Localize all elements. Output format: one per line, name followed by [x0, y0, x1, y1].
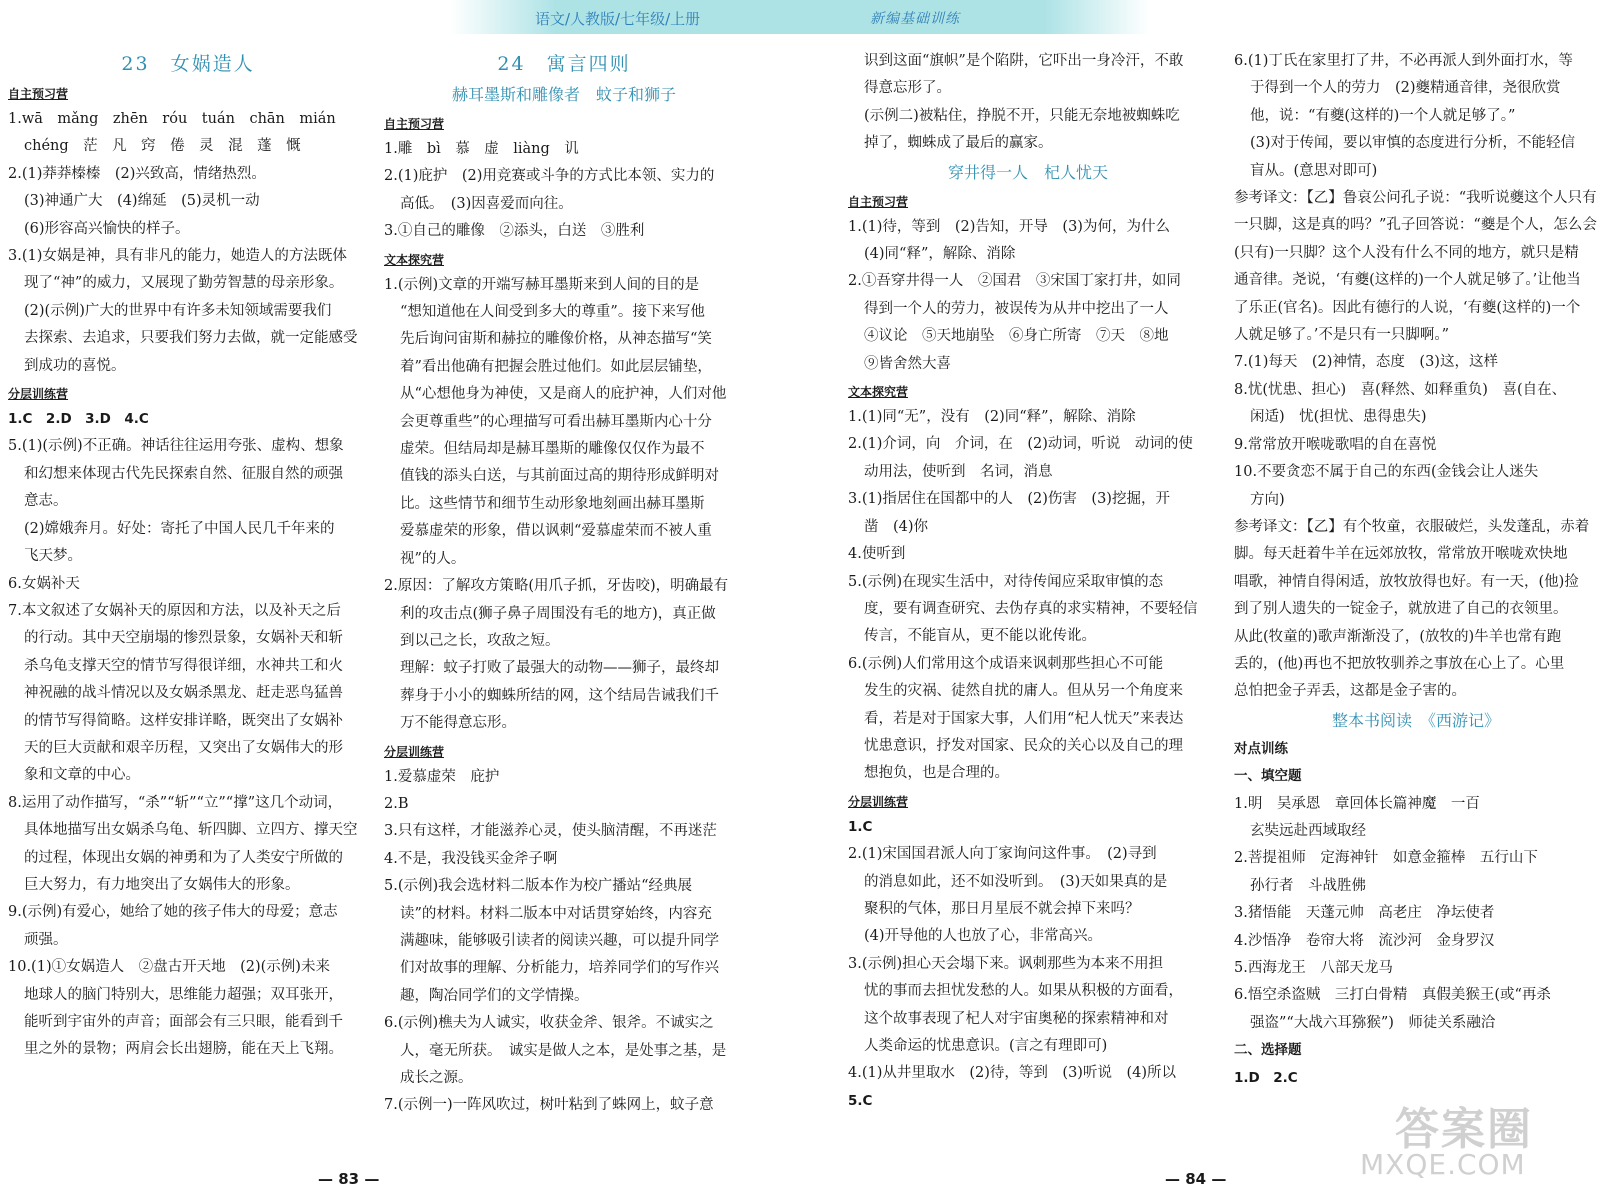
answer-line: 动用法，使听到 名词，消息	[864, 463, 1053, 480]
answer-line: 利的攻击点(狮子鼻子周围没有毛的地方)，真正做	[400, 605, 716, 622]
answer-line: 到成功的喜悦。	[24, 357, 126, 374]
section-heading: 一、填空题	[1234, 768, 1302, 785]
answer-line: 6.女娲补天	[8, 575, 80, 592]
answer-line: 具体地描写出女娲杀乌龟、斩四脚、立四方、撑天空	[24, 822, 358, 839]
answer-line: 趣，陶冶同学们的文学情操。	[400, 987, 589, 1004]
answer-line: 1.(1)待，等到 (2)告知，开导 (3)为何，为什么	[848, 218, 1170, 235]
page-number-right: — 84 —	[1165, 1170, 1227, 1188]
lesson-subtitle: 穿井得一人 杞人忧天	[947, 162, 1108, 182]
answer-line: 值钱的添头白送，与其前面过高的期待形成鲜明对	[400, 468, 719, 485]
answer-line: 着”看出他确有把握会胜过他们。如此层层铺垫，	[400, 358, 712, 375]
answer-line: 6.(示例)樵夫为人诚实，收获金斧、银斧。不诚实之	[384, 1015, 714, 1032]
answer-line: 4.(1)从井里取水 (2)待，等到 (3)听说 (4)所以	[848, 1065, 1176, 1082]
answer-line: 的情节写得简略。这样安排详略，既突出了女娲补	[24, 712, 343, 729]
answer-line: 到以己之长，攻敌之短。	[400, 632, 560, 649]
answer-line: (4)同“释”，解除、消除	[864, 246, 1016, 263]
answer-line: 想抱负，也是合理的。	[864, 765, 1009, 782]
answer-line: 8.忧(忧患、担心) 喜(释然、如释重负) 喜(自在、	[1234, 381, 1567, 398]
answer-line: 6.(示例)人们常用这个成语来讽刺那些担心不可能	[848, 655, 1164, 672]
answer-line: 得意忘形了。	[864, 80, 951, 97]
answer-line: 聚积的气体，那日月星辰不就会掉下来吗？	[864, 900, 1140, 917]
answer-line: (只有)一只脚？这个人没有什么不同的地方，就只是精	[1234, 244, 1579, 261]
answer-line: 1.D 2.C	[1234, 1069, 1298, 1086]
lesson-title-24: 24 寓言四则	[497, 53, 631, 75]
answer-line: 神祝融的战斗情况以及女娲杀黑龙、赶走恶鸟猛兽	[24, 685, 343, 702]
page-number-left: — 83 —	[318, 1170, 380, 1188]
answer-line: 2.B	[384, 795, 409, 812]
answer-line: 人，毫无所获。 诚实是做人之本，是处事之基，是	[400, 1042, 727, 1059]
answer-line: 理解：蚊子打败了最强大的动物——狮子，最终却	[400, 660, 719, 677]
section-label: 文本探究营	[848, 385, 909, 400]
lesson-title-23: 23 女娲造人	[121, 53, 255, 75]
answer-line: 5.C	[848, 1092, 873, 1109]
section-label: 自主预习营	[848, 194, 909, 209]
section-label: 文本探究营	[384, 252, 445, 267]
answer-line: 3.只有这样，才能滋养心灵，使头脑清醒，不再迷茫	[384, 823, 717, 840]
answer-line: 掉了，蜘蛛成了最后的赢家。	[864, 135, 1053, 152]
answer-line: 杀乌龟支撑天空的情节写得很详细，水神共工和火	[24, 657, 343, 674]
answer-line: 现了“神”的威力，又展现了勤劳智慧的母亲形象。	[24, 275, 344, 292]
section-heading: 对点训练	[1234, 740, 1288, 757]
answer-line: “想知道他在人间受到多大的尊重”。接下来写他	[400, 304, 705, 321]
answer-line: 强盗”“大战六耳猕猴”) 师徒关系融洽	[1250, 1014, 1496, 1031]
answer-line: 3.(示例)担心天会塌下来。讽刺那些为本来不用担	[848, 955, 1164, 972]
answer-line: 去探索、去追求，只要我们努力去做，就一定能感受	[24, 330, 358, 347]
answer-line: 顽强。	[24, 931, 68, 948]
answer-line: (2)嫦娥奔月。好处：寄托了中国人民几千年来的	[24, 520, 335, 537]
answer-line: 1.C 2.D 3.D 4.C	[8, 411, 149, 428]
answer-line: 10.不要贪恋不属于自己的东西(金钱会让人迷失	[1234, 464, 1539, 481]
answer-line: 得到一个人的劳力，被误传为从井中挖出了一人	[864, 300, 1169, 317]
section-label: 自主预习营	[8, 87, 69, 101]
answer-line: 2.①吾穿井得一人 ②国君 ③宋国丁家打井，如同	[848, 273, 1181, 290]
answer-line: 葬身于小小的蜘蛛所结的网，这个结局告诫我们千	[400, 687, 719, 704]
answer-line: 意志。	[24, 493, 68, 510]
answer-line: 识到这面“旗帜”是个陷阱，它吓出一身冷汗，不敢	[864, 53, 1184, 69]
section-label: 分层训练营	[384, 744, 445, 759]
answer-line: 7.(1)每天 (2)神情，态度 (3)这，这样	[1234, 354, 1498, 371]
answer-line: 5.(示例)我会选材料二版本作为校广播站“经典展	[384, 878, 693, 895]
answer-line: 丢的，(他)再也不把放牧驯养之事放在心上了。心里	[1234, 655, 1565, 672]
answer-line: 7.(示例一)一阵风吹过，树叶粘到了蛛网上，蚊子意	[384, 1097, 714, 1114]
answer-line: 1.明 吴承恩 章回体长篇神魔 一百	[1234, 795, 1480, 812]
answer-line: (3)神通广大 (4)绵延 (5)灵机一动	[24, 193, 260, 210]
answer-line: 万不能得意忘形。	[400, 715, 516, 732]
answer-line: 忧患意识，抒发对国家、民众的关心以及自己的理	[864, 737, 1183, 754]
answer-line: 他，说：“有夔(这样的)一个人就足够了。”	[1250, 107, 1516, 124]
column-3	[848, 48, 1208, 1115]
answer-line: 9.(示例)有爱心，她给了她的孩子伟大的母爱；意志	[8, 904, 338, 921]
answer-line: 看，若是对于国家大事，人们用“杞人忧天”来表达	[864, 710, 1184, 727]
answer-line: 的消息如此，还不如没听到。 (3)天如果真的是	[864, 873, 1168, 890]
answer-line: 从“心想他身为神使，又是商人的庇护神，人们对他	[400, 386, 727, 403]
answer-line: 孙行者 斗战胜佛	[1250, 877, 1366, 894]
answer-line: 闲适) 忧(担忧、患得患失)	[1250, 409, 1427, 426]
answer-line: 传言，不能盲从，更不能以讹传讹。	[864, 628, 1096, 645]
answer-line: 满趣味，能够吸引读者的阅读兴趣，可以提升同学	[400, 932, 719, 949]
answer-line: 10.(1)①女娲造人 ②盘古开天地 (2)(示例)未来	[8, 959, 330, 976]
header-series: 新编基础训练	[870, 11, 960, 27]
answer-line: 了乐正(官名)。因此有德行的人说，‘有夔(这样的)一个	[1234, 299, 1581, 316]
answer-line: 5.(示例)在现实生活中，对待传闻应采取审慎的态	[848, 573, 1164, 590]
answer-line: 方向)	[1250, 491, 1285, 508]
section-heading: 二、选择题	[1234, 1042, 1302, 1059]
answer-line: 于得到一个人的劳力 (2)夔精通音律，尧很欣赏	[1250, 80, 1561, 97]
column-1	[8, 48, 368, 1064]
column-4	[1234, 48, 1598, 1092]
watermark-logo: 答案圈	[1395, 1104, 1533, 1155]
answer-line: 地球人的脑门特别大，思维能力超强；双耳张开，	[24, 986, 343, 1003]
answer-line: 这个故事表现了杞人对宇宙奥秘的探索精神和对	[864, 1010, 1169, 1027]
answer-line: 2.(1)莽莽榛榛 (2)兴致高，情绪热烈。	[8, 165, 266, 182]
answer-line: 的行动。其中天空崩塌的惨烈景象，女娲补天和斩	[24, 630, 343, 647]
answer-line: 4.使听到	[848, 546, 906, 563]
section-label: 分层训练营	[848, 794, 909, 809]
answer-line: 2.原因：了解攻方策略(用爪子抓，牙齿咬)，明确最有	[384, 578, 729, 595]
answer-line: 天的巨大贡献和艰辛历程，又突出了女娲伟大的形	[24, 739, 343, 756]
answer-line: (2)(示例)广大的世界中有许多未知领域需要我们	[24, 302, 332, 319]
answer-line: 2.(1)介词，向 介词，在 (2)动词，听说 动词的使	[848, 436, 1193, 453]
answer-line: 视”的人。	[400, 550, 466, 567]
answer-line: 和幻想来体现古代先民探索自然、征服自然的顽强	[24, 465, 343, 482]
answer-line: 唱歌，神情自得闲适，放牧放得也好。有一天，(他)捡	[1234, 573, 1579, 590]
answer-line: 脚。每天赶着牛羊在远郊放牧，常常放开喉咙欢快地	[1234, 546, 1568, 563]
answer-line: 2.(1)庇护 (2)用竞赛或斗争的方式比本领、实力的	[384, 168, 715, 185]
answer-line: 6.悟空杀盗贼 三打白骨精 真假美猴王(或“再杀	[1234, 987, 1551, 1004]
answer-line: 2.菩提祖师 定海神针 如意金箍棒 五行山下	[1234, 850, 1538, 867]
answer-line: 2.(1)宋国国君派人向丁家询问这件事。 (2)寻到	[848, 846, 1157, 863]
answer-line: 会更尊重些”的心理描写可看出赫耳墨斯内心十分	[400, 413, 712, 430]
answer-line: 7.本文叙述了女娲补天的原因和方法，以及补天之后	[8, 602, 341, 619]
answer-line: 1.wā mǎng zhēn róu tuán chān mián	[8, 111, 336, 127]
answer-line: 5.(1)(示例)不正确。神话往往运用夸张、虚构、想象	[8, 438, 344, 455]
answer-line: 5.西海龙王 八部天龙马	[1234, 960, 1393, 976]
section-label: 自主预习营	[384, 117, 445, 131]
answer-line: 的过程，体现出女娲的神勇和为了人类安宁所做的	[24, 849, 343, 866]
answer-line: 虚荣。但结局却是赫耳墨斯的雕像仅仅作为最不	[400, 441, 705, 458]
answer-line: 凿 (4)你	[864, 518, 929, 535]
header-band	[450, 0, 1150, 34]
answer-line: 忧的事而去担忧发愁的人。如果从积极的方面看，	[864, 983, 1183, 1000]
answer-line: 里之外的景物；两肩会长出翅膀，能在天上飞翔。	[24, 1041, 343, 1058]
answer-line: 读”的材料。材料二版本中对话贯穿始终，内容充	[400, 905, 712, 922]
answer-line: 从此(牧童的)歌声渐渐没了，(放牧的)牛羊也常有跑	[1234, 628, 1562, 645]
answer-line: 9.常常放开喉咙歌唱的自在喜悦	[1234, 436, 1437, 453]
answer-line: 盲从。(意思对即可)	[1250, 162, 1378, 179]
header-subject: 语文/人教版/七年级/上册	[535, 10, 701, 28]
answer-line: 比。这些情节和细节生动形象地刻画出赫耳墨斯	[400, 495, 705, 512]
answer-line: 1.(1)同“无”，没有 (2)同“释”，解除、消除	[848, 409, 1136, 426]
answer-line: 巨大努力，有力地突出了女娲伟大的形象。	[24, 876, 300, 893]
answer-line: chéng 茫 凡 窍 倦 灵 混 蓬 慨	[24, 138, 301, 155]
answer-line: 能听到宇宙外的声音；面部会有三只眼，能看到千	[24, 1014, 343, 1030]
answer-line: 玄奘远赴西域取经	[1250, 822, 1366, 839]
answer-line: 1.C	[848, 818, 873, 835]
answer-line: 成长之源。	[400, 1070, 473, 1086]
answer-line: 发生的灾祸、徒然自扰的庸人。但从另一个角度来	[864, 683, 1183, 700]
answer-line: 参考译文：【乙】有个牧童，衣服破烂，头发蓬乱，赤着	[1234, 518, 1590, 535]
answer-line: 3.(1)指居住在国都中的人 (2)伤害 (3)挖掘，开	[848, 491, 1170, 508]
answer-line: 们对故事的理解、分析能力，培养同学们的写作兴	[400, 960, 719, 977]
answer-line: 到了别人遗失的一锭金子，就放进了自己的衣领里。	[1234, 601, 1568, 618]
answer-line: 高低。 (3)因喜爱而向往。	[400, 195, 573, 212]
answer-line: 通音律。尧说，‘有夔(这样的)一个人就足够了。’让他当	[1234, 272, 1581, 289]
answer-line: 1.(示例)文章的开端写赫耳墨斯来到人间的目的是	[384, 276, 700, 293]
column-2	[384, 48, 744, 1120]
section-label: 分层训练营	[8, 387, 69, 402]
answer-line: (3)对于传闻，要以审慎的态度进行分析，不能轻信	[1250, 135, 1576, 152]
answer-line: 3.猪悟能 天蓬元帅 高老庄 净坛使者	[1234, 905, 1495, 922]
answer-line: 先后询问宙斯和赫拉的雕像价格，从神态描写“笑	[400, 331, 712, 348]
answer-line: 总怕把金子弄丢，这都是金子害的。	[1234, 683, 1466, 700]
answer-line: 人类命运的忧患意识。(言之有理即可)	[864, 1038, 1108, 1054]
answer-line: 象和文章的中心。	[24, 767, 140, 784]
answer-line: ⑨皆舍然大喜	[864, 355, 951, 372]
answer-line: 参考译文：【乙】鲁哀公问孔子说：“我听说夔这个人只有	[1234, 190, 1597, 207]
answer-line: 6.(1)丁氏在家里打了井，不必再派人到外面打水，等	[1234, 53, 1573, 69]
lesson-subtitle: 赫耳墨斯和雕像者 蚊子和狮子	[451, 85, 676, 104]
answer-line: 飞天梦。	[24, 548, 82, 565]
answer-line: 3.①自己的雕像 ②添头，白送 ③胜利	[384, 223, 645, 240]
answer-line: 人就足够了。’不是只有一只脚啊。”	[1234, 327, 1450, 344]
answer-line: 度，要有调查研究、去伪存真的求实精神，不要轻信	[864, 600, 1198, 617]
answer-line: 4.沙悟净 卷帘大将 流沙河 金身罗汉	[1234, 932, 1495, 949]
answer-line: 8.运用了动作描写，“杀”“斩”“立”“撑”这几个动词，	[8, 794, 343, 811]
answer-line: (示例二)被粘住，挣脱不开，只能无奈地被蜘蛛吃	[864, 107, 1180, 124]
answer-line: (4)开导他的人也放了心，非常高兴。	[864, 928, 1103, 945]
answer-line: 4.不是，我没钱买金斧子啊	[384, 850, 558, 867]
answer-line: ④议论 ⑤天地崩坠 ⑥身亡所寄 ⑦天 ⑧地	[864, 328, 1169, 345]
answer-line: (6)形容高兴愉快的样子。	[24, 220, 190, 237]
answer-line: 1.雕 bì 慕 虚 liàng 讥	[384, 141, 579, 157]
answer-line: 3.(1)女娲是神，具有非凡的能力，她造人的方法既体	[8, 248, 347, 265]
lesson-subtitle: 整本书阅读 《西游记》	[1331, 710, 1500, 730]
answer-line: 爱慕虚荣的形象，借以讽刺“爱慕虚荣而不被人重	[400, 523, 712, 540]
answer-line: 1.爱慕虚荣 庇护	[384, 768, 500, 785]
answer-line: 一只脚，这是真的吗？”孔子回答说：“夔是个人，怎么会	[1234, 217, 1597, 234]
watermark-url: MXQE.COM	[1360, 1148, 1526, 1181]
